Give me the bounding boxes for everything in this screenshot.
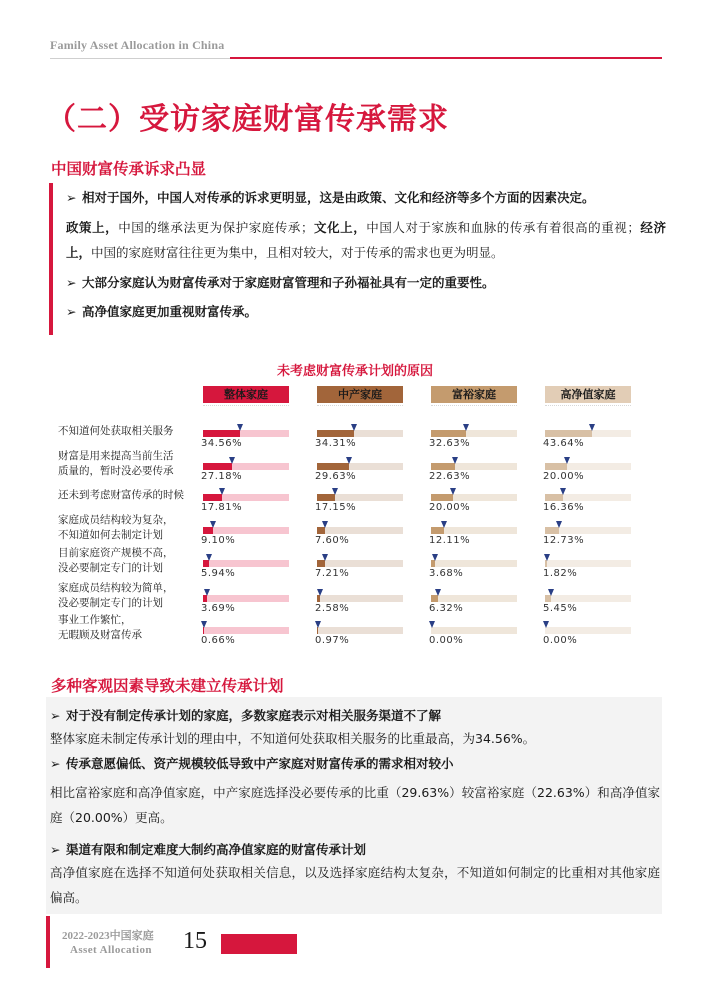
para-bold: 文化上， [313, 220, 367, 235]
bar [317, 430, 354, 437]
page-number: 15 [183, 928, 207, 954]
bullet-text: 对于没有制定传承计划的家庭，多数家庭表示对相关服务渠道不了解 [66, 708, 442, 723]
bar-track [317, 527, 403, 534]
data-label: 17.81% [201, 502, 243, 513]
bullet-text: 高净值家庭更加重视财富传承。 [82, 304, 258, 319]
category-label-line: 财富是用来提高当前生活 [58, 450, 174, 462]
bar-track [545, 595, 631, 602]
category-label [58, 613, 198, 643]
series-header-divider [203, 405, 289, 406]
part1-accent-bar [49, 183, 53, 335]
footer-report-title: 2022-2023中国家庭 [62, 930, 154, 942]
category-label [58, 513, 198, 543]
series-header: 中产家庭 [317, 386, 403, 403]
data-label: 3.69% [201, 603, 236, 614]
bar [317, 560, 325, 567]
bar [431, 527, 444, 534]
bar-marker-icon [351, 424, 357, 431]
category-label-line: 无暇顾及财富传承 [58, 629, 142, 641]
category-label-line: 家庭成员结构较为简单， [58, 582, 174, 594]
bar [545, 560, 547, 567]
footer-red-block [221, 934, 297, 954]
series-header: 整体家庭 [203, 386, 289, 403]
category-label-line: 不知道何处获取相关服务 [58, 425, 174, 437]
para-bold: 政策上， [66, 220, 119, 235]
bar [431, 430, 466, 437]
paragraph: 整体家庭未制定传承计划的理由中，不知道何处获取相关服务的比重最高，为34.56%。 [50, 731, 536, 746]
bar-marker-icon [589, 424, 595, 431]
paragraph: 高净值家庭在选择不知道何处获取相关信息，以及选择家庭结构太复杂，不知道如何制定的比重相对其他家庭偏高。 [50, 865, 660, 905]
series-header-divider [545, 405, 631, 406]
bar [317, 527, 325, 534]
chart-title: 未考虑财富传承计划的原因 [276, 364, 433, 379]
data-label: 22.63% [429, 471, 471, 482]
bar-marker-icon [450, 488, 456, 495]
bar [431, 560, 435, 567]
bar [317, 494, 335, 501]
series-header-divider [431, 405, 517, 406]
bar-marker-icon [463, 424, 469, 431]
bar-marker-icon [322, 554, 328, 561]
bar [203, 463, 232, 470]
data-label: 17.15% [315, 502, 357, 513]
bar-track [431, 627, 517, 634]
bar-track [545, 463, 631, 470]
data-label: 27.18% [201, 471, 243, 482]
bar [545, 463, 567, 470]
bar [203, 560, 209, 567]
footer-accent-bar [46, 916, 50, 968]
part1-body [66, 186, 666, 324]
series-header-divider [317, 405, 403, 406]
bullet-item [66, 186, 666, 210]
bar-marker-icon [315, 621, 321, 628]
category-label [58, 546, 198, 576]
bar-track [203, 627, 289, 634]
bullet-item [66, 300, 666, 324]
bullet-item [50, 705, 660, 726]
bar-marker-icon [237, 424, 243, 431]
data-label: 5.94% [201, 568, 236, 579]
part2-body [50, 705, 660, 910]
running-title: Family Asset Allocation in China [50, 38, 225, 52]
paragraph [66, 215, 666, 265]
footer-report-subtitle: Asset Allocation [70, 944, 152, 956]
data-label: 16.36% [543, 502, 585, 513]
bar-marker-icon [548, 589, 554, 596]
bullet-text: 传承意愿偏低、资产规模较低导致中产家庭对财富传承的需求相对较小 [66, 756, 454, 771]
bar-marker-icon [543, 621, 549, 628]
data-label: 0.00% [543, 635, 578, 646]
category-label [58, 449, 198, 479]
data-label: 29.63% [315, 471, 357, 482]
bar-marker-icon [201, 621, 207, 628]
bar-track [203, 595, 289, 602]
category-label-line: 不知道如何去制定计划 [58, 529, 163, 541]
bar [317, 595, 320, 602]
category-label-line: 质量的，暂时没必要传承 [58, 465, 174, 477]
data-label: 34.31% [315, 438, 357, 449]
bar [431, 494, 453, 501]
category-label [58, 424, 198, 439]
bar-track [545, 494, 631, 501]
bar-track [431, 560, 517, 567]
bar-marker-icon [204, 589, 210, 596]
para-text: 中国的继承法更为保护家庭传承； [118, 220, 314, 235]
category-label-line: 家庭成员结构较为复杂， [58, 514, 174, 526]
bar-track [317, 560, 403, 567]
data-label: 20.00% [429, 502, 471, 513]
bullet-item [50, 839, 660, 860]
category-label-line: 目前家庭资产规模不高， [58, 547, 174, 559]
part1-title: 中国财富传承诉求凸显 [51, 160, 207, 178]
bar [545, 595, 551, 602]
bar-track [203, 527, 289, 534]
data-label: 7.60% [315, 535, 350, 546]
series-header: 高净值家庭 [545, 386, 631, 403]
bar-track [431, 430, 517, 437]
bar-track [545, 560, 631, 567]
bar-marker-icon [544, 554, 550, 561]
bar [317, 627, 318, 634]
data-label: 7.21% [315, 568, 350, 579]
bar [431, 463, 455, 470]
bar-marker-icon [332, 488, 338, 495]
para-bold: 经济上， [66, 220, 666, 260]
bar-track [431, 595, 517, 602]
data-label: 9.10% [201, 535, 236, 546]
data-label: 12.73% [543, 535, 585, 546]
category-label [58, 581, 198, 611]
bar-marker-icon [322, 521, 328, 528]
bar-track [431, 527, 517, 534]
bar-marker-icon [432, 554, 438, 561]
bar [203, 527, 213, 534]
bar-marker-icon [206, 554, 212, 561]
section-heading: （二）受访家庭财富传承需求 [46, 102, 449, 137]
data-label: 32.63% [429, 438, 471, 449]
data-label: 0.97% [315, 635, 350, 646]
bullet-item [66, 271, 666, 295]
bar-track [203, 430, 289, 437]
bar [545, 527, 559, 534]
category-label-line: 还未到考虑财富传承的时候 [58, 489, 184, 501]
data-label: 34.56% [201, 438, 243, 449]
category-label-line: 没必要制定专门的计划 [58, 562, 163, 574]
arrow-right-icon: ➢ [50, 756, 61, 771]
bar-marker-icon [435, 589, 441, 596]
bar-track [317, 430, 403, 437]
bar-marker-icon [429, 621, 435, 628]
category-label [58, 488, 198, 503]
bar [431, 595, 438, 602]
bar-track [203, 560, 289, 567]
bar-track [431, 463, 517, 470]
bar-marker-icon [317, 589, 323, 596]
data-label: 0.00% [429, 635, 464, 646]
data-label: 12.11% [429, 535, 471, 546]
arrow-right-icon: ➢ [66, 275, 77, 290]
bar [545, 494, 563, 501]
arrow-right-icon: ➢ [66, 190, 77, 205]
bar-track [317, 595, 403, 602]
bullet-item [50, 753, 660, 774]
data-label: 43.64% [543, 438, 585, 449]
data-label: 3.68% [429, 568, 464, 579]
paragraph: 相比富裕家庭和高净值家庭，中产家庭选择没必要传承的比重（29.63%）较富裕家庭（22.63%）和高净值家庭（20.00%）更高。 [50, 785, 660, 825]
bar-marker-icon [229, 457, 235, 464]
bar-marker-icon [560, 488, 566, 495]
bar-marker-icon [441, 521, 447, 528]
header-accent-line [230, 57, 662, 59]
bar-marker-icon [346, 457, 352, 464]
data-label: 6.32% [429, 603, 464, 614]
bullet-text: 大部分家庭认为财富传承对于家庭财富管理和子孙福祉具有一定的重要性。 [82, 275, 495, 290]
para-text: 中国人对于家族和血脉的传承有着很高的重视； [366, 220, 640, 235]
bar [203, 494, 222, 501]
bar-track [545, 627, 631, 634]
bar [203, 627, 204, 634]
data-label: 1.82% [543, 568, 578, 579]
bar-track [545, 430, 631, 437]
series-header: 富裕家庭 [431, 386, 517, 403]
bar [545, 430, 592, 437]
category-label-line: 事业工作繁忙， [58, 614, 132, 626]
bar-track [545, 527, 631, 534]
bar-track [431, 494, 517, 501]
bar [203, 430, 240, 437]
bullet-text: 相对于国外，中国人对传承的诉求更明显，这是由政策、文化和经济等多个方面的因素决定。 [82, 190, 595, 205]
bar-track [317, 494, 403, 501]
bar [317, 463, 349, 470]
bar [203, 595, 207, 602]
para-text: 中国的家庭财富往往更为集中，且相对较大，对于传承的需求也更为明显。 [91, 245, 504, 260]
bar-track [203, 494, 289, 501]
bar-marker-icon [219, 488, 225, 495]
arrow-right-icon: ➢ [50, 842, 61, 857]
part2-title: 多种客观因素导致未建立传承计划 [51, 677, 284, 695]
data-label: 5.45% [543, 603, 578, 614]
bar-marker-icon [210, 521, 216, 528]
category-label-line: 没必要制定专门的计划 [58, 597, 163, 609]
header-divider [50, 58, 230, 59]
bar-marker-icon [556, 521, 562, 528]
bullet-text: 渠道有限和制定难度大制约高净值家庭的财富传承计划 [66, 842, 367, 857]
data-label: 2.58% [315, 603, 350, 614]
data-label: 0.66% [201, 635, 236, 646]
data-label: 20.00% [543, 471, 585, 482]
arrow-right-icon: ➢ [50, 708, 61, 723]
arrow-right-icon: ➢ [66, 304, 77, 319]
bar-track [317, 463, 403, 470]
bar-track [317, 627, 403, 634]
bar-marker-icon [452, 457, 458, 464]
bar-track [203, 463, 289, 470]
bar-marker-icon [564, 457, 570, 464]
